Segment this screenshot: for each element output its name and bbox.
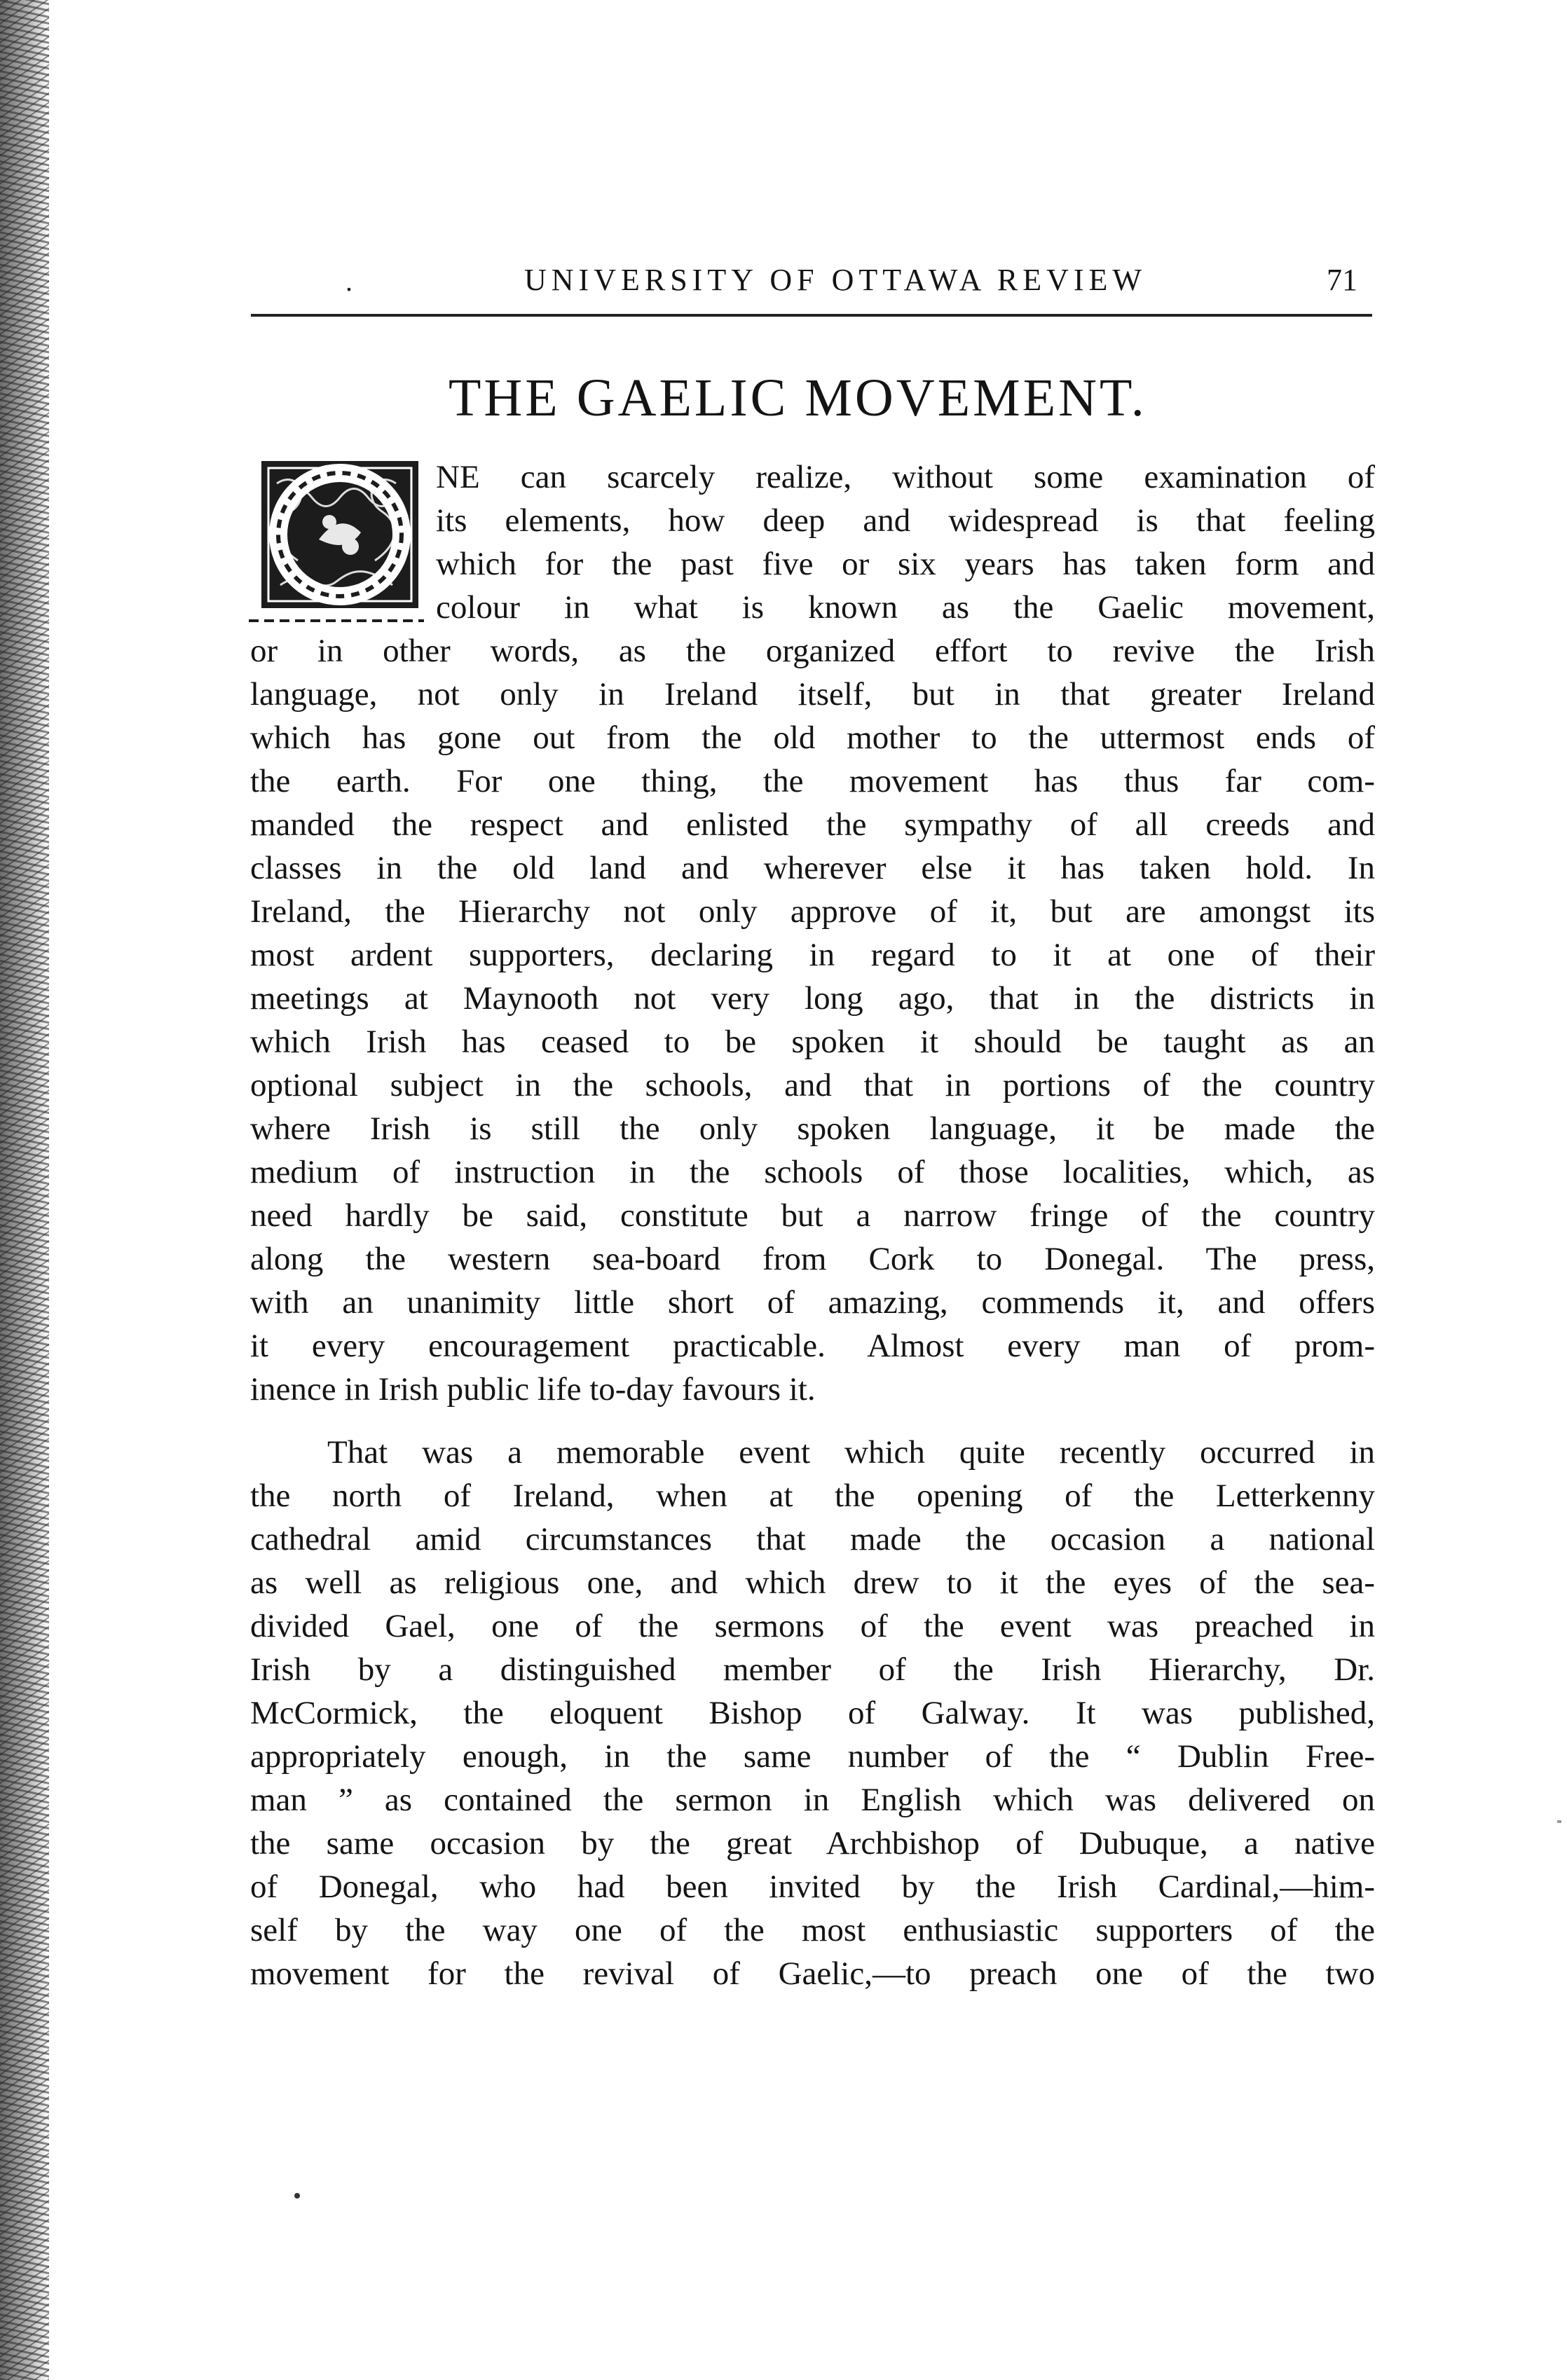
scan-speck — [294, 2193, 300, 2199]
text-line: or in other words, as the organized effort to revive the Irish — [250, 633, 1375, 669]
text-line: where Irish is still the only spoken language, it be made the — [250, 1110, 1375, 1147]
text-line: the same occasion by the great Archbishop of Dubuque, a native — [250, 1825, 1375, 1862]
article-title: THE GAELIC MOVEMENT. — [449, 369, 1147, 427]
text-line: most ardent supporters, declaring in regard to it at one of their — [250, 937, 1375, 973]
text-line: need hardly be said, constitute but a narrow fringe of the country — [250, 1197, 1375, 1234]
text-line: which Irish has ceased to be spoken it should be taught as an — [250, 1024, 1375, 1060]
text-line: along the western sea-board from Cork to Donegal. The press, — [250, 1241, 1375, 1277]
running-header — [251, 247, 1372, 303]
page-number: 71 — [1327, 263, 1357, 297]
header-rule — [251, 314, 1372, 317]
text-line: the north of Ireland, when at the opening of the Letterkenny — [250, 1478, 1375, 1514]
text-line: Ireland, the Hierarchy not only approve of it, but are amongst its — [250, 893, 1375, 930]
text-line: Irish by a distinguished member of the Irish Hierarchy, Dr. — [250, 1651, 1375, 1688]
text-line: it every encouragement practicable. Almost every man of prom- — [250, 1328, 1375, 1364]
header-dot: . — [345, 266, 353, 297]
text-line: classes in the old land and wherever else it has taken hold. In — [250, 850, 1375, 886]
text-line: medium of instruction in the schools of those localities, which, as — [250, 1154, 1375, 1190]
scanned-binding-edge — [0, 0, 49, 2380]
text-line: with an unanimity little short of amazing, commends it, and offers — [250, 1284, 1375, 1321]
text-line: its elements, how deep and widespread is that feeling — [436, 502, 1375, 539]
text-line: McCormick, the eloquent Bishop of Galway. It was published, — [250, 1695, 1375, 1731]
text-line: NE can scarcely realize, without some examination of — [436, 459, 1375, 495]
text-line: movement for the revival of Gaelic,—to preach one of the two — [250, 1955, 1375, 1992]
text-line: inence in Irish public life to-day favours it. — [250, 1371, 816, 1408]
text-line: appropriately enough, in the same number of the “ Dublin Free- — [250, 1738, 1375, 1775]
text-line: meetings at Maynooth not very long ago, that in the districts in — [250, 980, 1375, 1017]
text-line: optional subject in the schools, and that in portions of the country — [250, 1067, 1375, 1103]
text-line: the earth. For one thing, the movement has thus far com- — [250, 763, 1375, 799]
article-body — [250, 455, 1375, 1995]
text-line: which has gone out from the old mother to the uttermost ends of — [250, 720, 1375, 756]
text-line: colour in what is known as the Gaelic movement, — [436, 589, 1375, 626]
paragraph-gap — [250, 1411, 1375, 1431]
text-line: man ” as contained the sermon in English which was delivered on — [250, 1782, 1375, 1818]
text-line: self by the way one of the most enthusiastic supporters of the — [250, 1912, 1375, 1948]
text-line: divided Gael, one of the sermons of the event was preached in — [250, 1608, 1375, 1644]
text-line: cathedral amid circumstances that made the occasion a national — [250, 1521, 1375, 1557]
text-line: That was a memorable event which quite recently occurred in — [327, 1434, 1375, 1471]
text-line: which for the past five or six years has taken form and — [436, 546, 1375, 582]
text-line: manded the respect and enlisted the sympathy of all creeds and — [250, 806, 1375, 843]
text-line: of Donegal, who had been invited by the Irish Cardinal,—him- — [250, 1869, 1375, 1905]
text-line: language, not only in Ireland itself, but in that greater Ireland — [250, 676, 1375, 713]
scan-speck — [1557, 1820, 1561, 1823]
journal-title: UNIVERSITY OF OTTAWA REVIEW — [524, 263, 1147, 297]
text-line: as well as religious one, and which drew to it the eyes of the sea- — [250, 1564, 1375, 1601]
